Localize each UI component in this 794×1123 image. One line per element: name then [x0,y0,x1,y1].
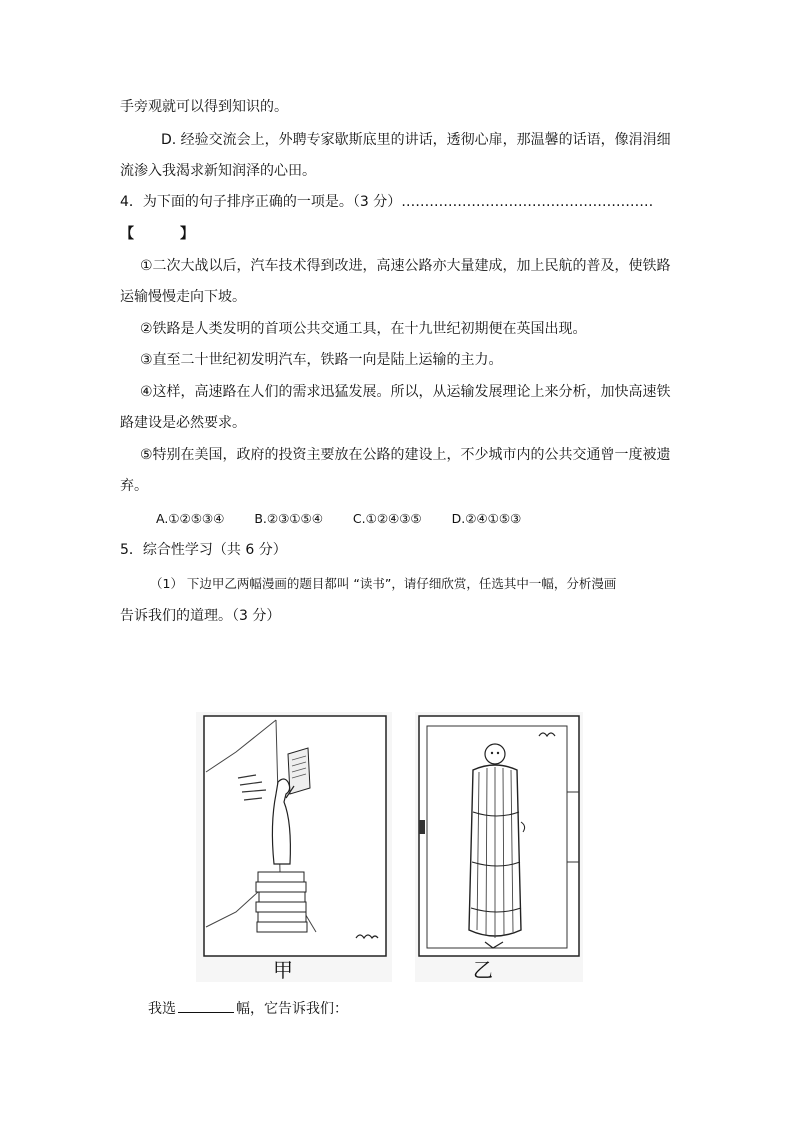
option-b: B.②③①⑤④ [254,511,323,526]
sentence-2: ②铁路是人类发明的首项公共交通工具，在十九世纪初期便在英国出现。 [140,321,587,337]
option-d-line: D. 经验交流会上，外聘专家歇斯底里的讲话，透彻心扉，那温馨的话语，像涓涓细 [161,132,671,148]
sentence-3: ③直至二十世纪初发明汽车，铁路一向是陆上运输的主力。 [140,352,503,368]
text-line: 流渗入我渴求新知润泽的心田。 [120,163,316,179]
answer-bracket-left: 【 [120,226,134,242]
question-5: 5．综合性学习（共 6 分） [120,542,287,558]
answer-bracket-right: 】 [180,226,194,242]
answer-suffix: 幅，它告诉我们： [236,1001,348,1017]
sentence-5-cont: 弃。 [120,478,148,494]
answer-blank[interactable] [178,998,234,1013]
answer-prefix: 我选 [148,1001,176,1017]
cartoon-jia-image [196,712,392,982]
answer-line [148,998,348,1019]
sentence-4-cont: 路建设是必然要求。 [120,415,246,431]
options-row [156,509,547,529]
cartoon-yi-image [415,712,583,982]
option-c: C.①②④③⑤ [352,511,422,526]
sentence-5: ⑤特别在美国，政府的投资主要放在公路的建设上，不少城市内的公共交通曾一度被遗 [140,447,671,463]
sentence-1: ①二次大战以后，汽车技术得到改进，高速公路亦大量建成，加上民航的普及，使铁路 [140,258,671,274]
option-d: D.②④①⑤③ [451,511,522,526]
question-5-1: （1） 下边甲乙两幅漫画的题目都叫 “读书”，请仔细欣赏，任选其中一幅，分析漫画 [150,576,617,591]
option-a: A.①②⑤③④ [156,511,225,526]
cartoon-jia-caption: 甲 [273,958,293,982]
text-line: 手旁观就可以得到知识的。 [120,99,288,115]
sentence-4: ④这样，高速路在人们的需求迅猛发展。所以，从运输发展理论上来分析，加快高速铁 [140,384,671,400]
question-5-1-cont: 告诉我们的道理。（3 分） [120,608,281,624]
cartoon-yi-caption: 乙 [473,958,493,982]
sentence-1-cont: 运输慢慢走向下坡。 [120,289,246,305]
question-4: 4．为下面的句子排序正确的一项是。（3 分）……………………………………………… [120,194,654,210]
